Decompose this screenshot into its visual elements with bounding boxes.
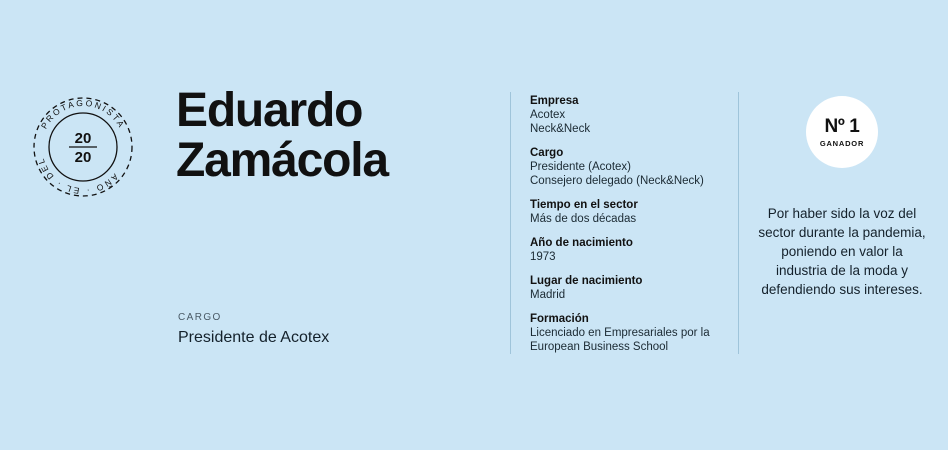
fact-description: Madrid — [530, 289, 566, 301]
svg-text:20: 20 — [74, 130, 92, 147]
person-name — [176, 86, 506, 186]
award-reason: Por haber sido la voz del sector durante la pandemia, poniendo en valor la industria de la moda y defendiendo sus intereses. — [758, 206, 926, 297]
fact-term: Cargo — [530, 147, 564, 159]
svg-text:20: 20 — [74, 149, 92, 166]
fact-item — [530, 94, 726, 136]
protagonist-seal — [28, 92, 138, 202]
fact-term: Empresa — [530, 95, 579, 107]
fact-item — [530, 146, 726, 188]
winner-badge-rank: Nº 1 — [824, 115, 860, 137]
fact-description: Más de dos décadas — [530, 213, 637, 225]
role-label: CARGO — [178, 312, 222, 323]
fact-list — [530, 94, 726, 364]
fact-item — [530, 274, 726, 302]
fact-item — [530, 236, 726, 264]
fact-term: Tiempo en el sector — [530, 199, 638, 211]
fact-description: 1973 — [530, 251, 556, 263]
fact-term: Formación — [530, 313, 589, 325]
fact-description: Licenciado en Empresariales por la European Business School — [530, 327, 710, 353]
role-block — [178, 312, 498, 347]
svg-text:AÑO · EL · DEL: AÑO · EL · DEL — [35, 155, 121, 197]
fact-item — [530, 198, 726, 226]
role-value: Presidente de Acotex — [178, 329, 330, 346]
fact-item — [530, 312, 726, 354]
person-name-line-1: Eduardo — [176, 84, 363, 137]
fact-term: Lugar de nacimiento — [530, 275, 643, 287]
divider-right — [738, 92, 739, 354]
person-name-line-2: Zamácola — [176, 134, 388, 187]
svg-text:PROTAGONISTA: PROTAGONISTA — [38, 97, 128, 131]
winner-badge-label: GANADOR — [819, 138, 865, 148]
winner-badge — [806, 96, 878, 168]
divider-left — [510, 92, 511, 354]
fact-description: Acotex Neck&Neck — [530, 109, 591, 135]
fact-description: Presidente (Acotex) Consejero delegado (Neck&Neck) — [530, 161, 704, 187]
fact-term: Año de nacimiento — [530, 237, 633, 249]
